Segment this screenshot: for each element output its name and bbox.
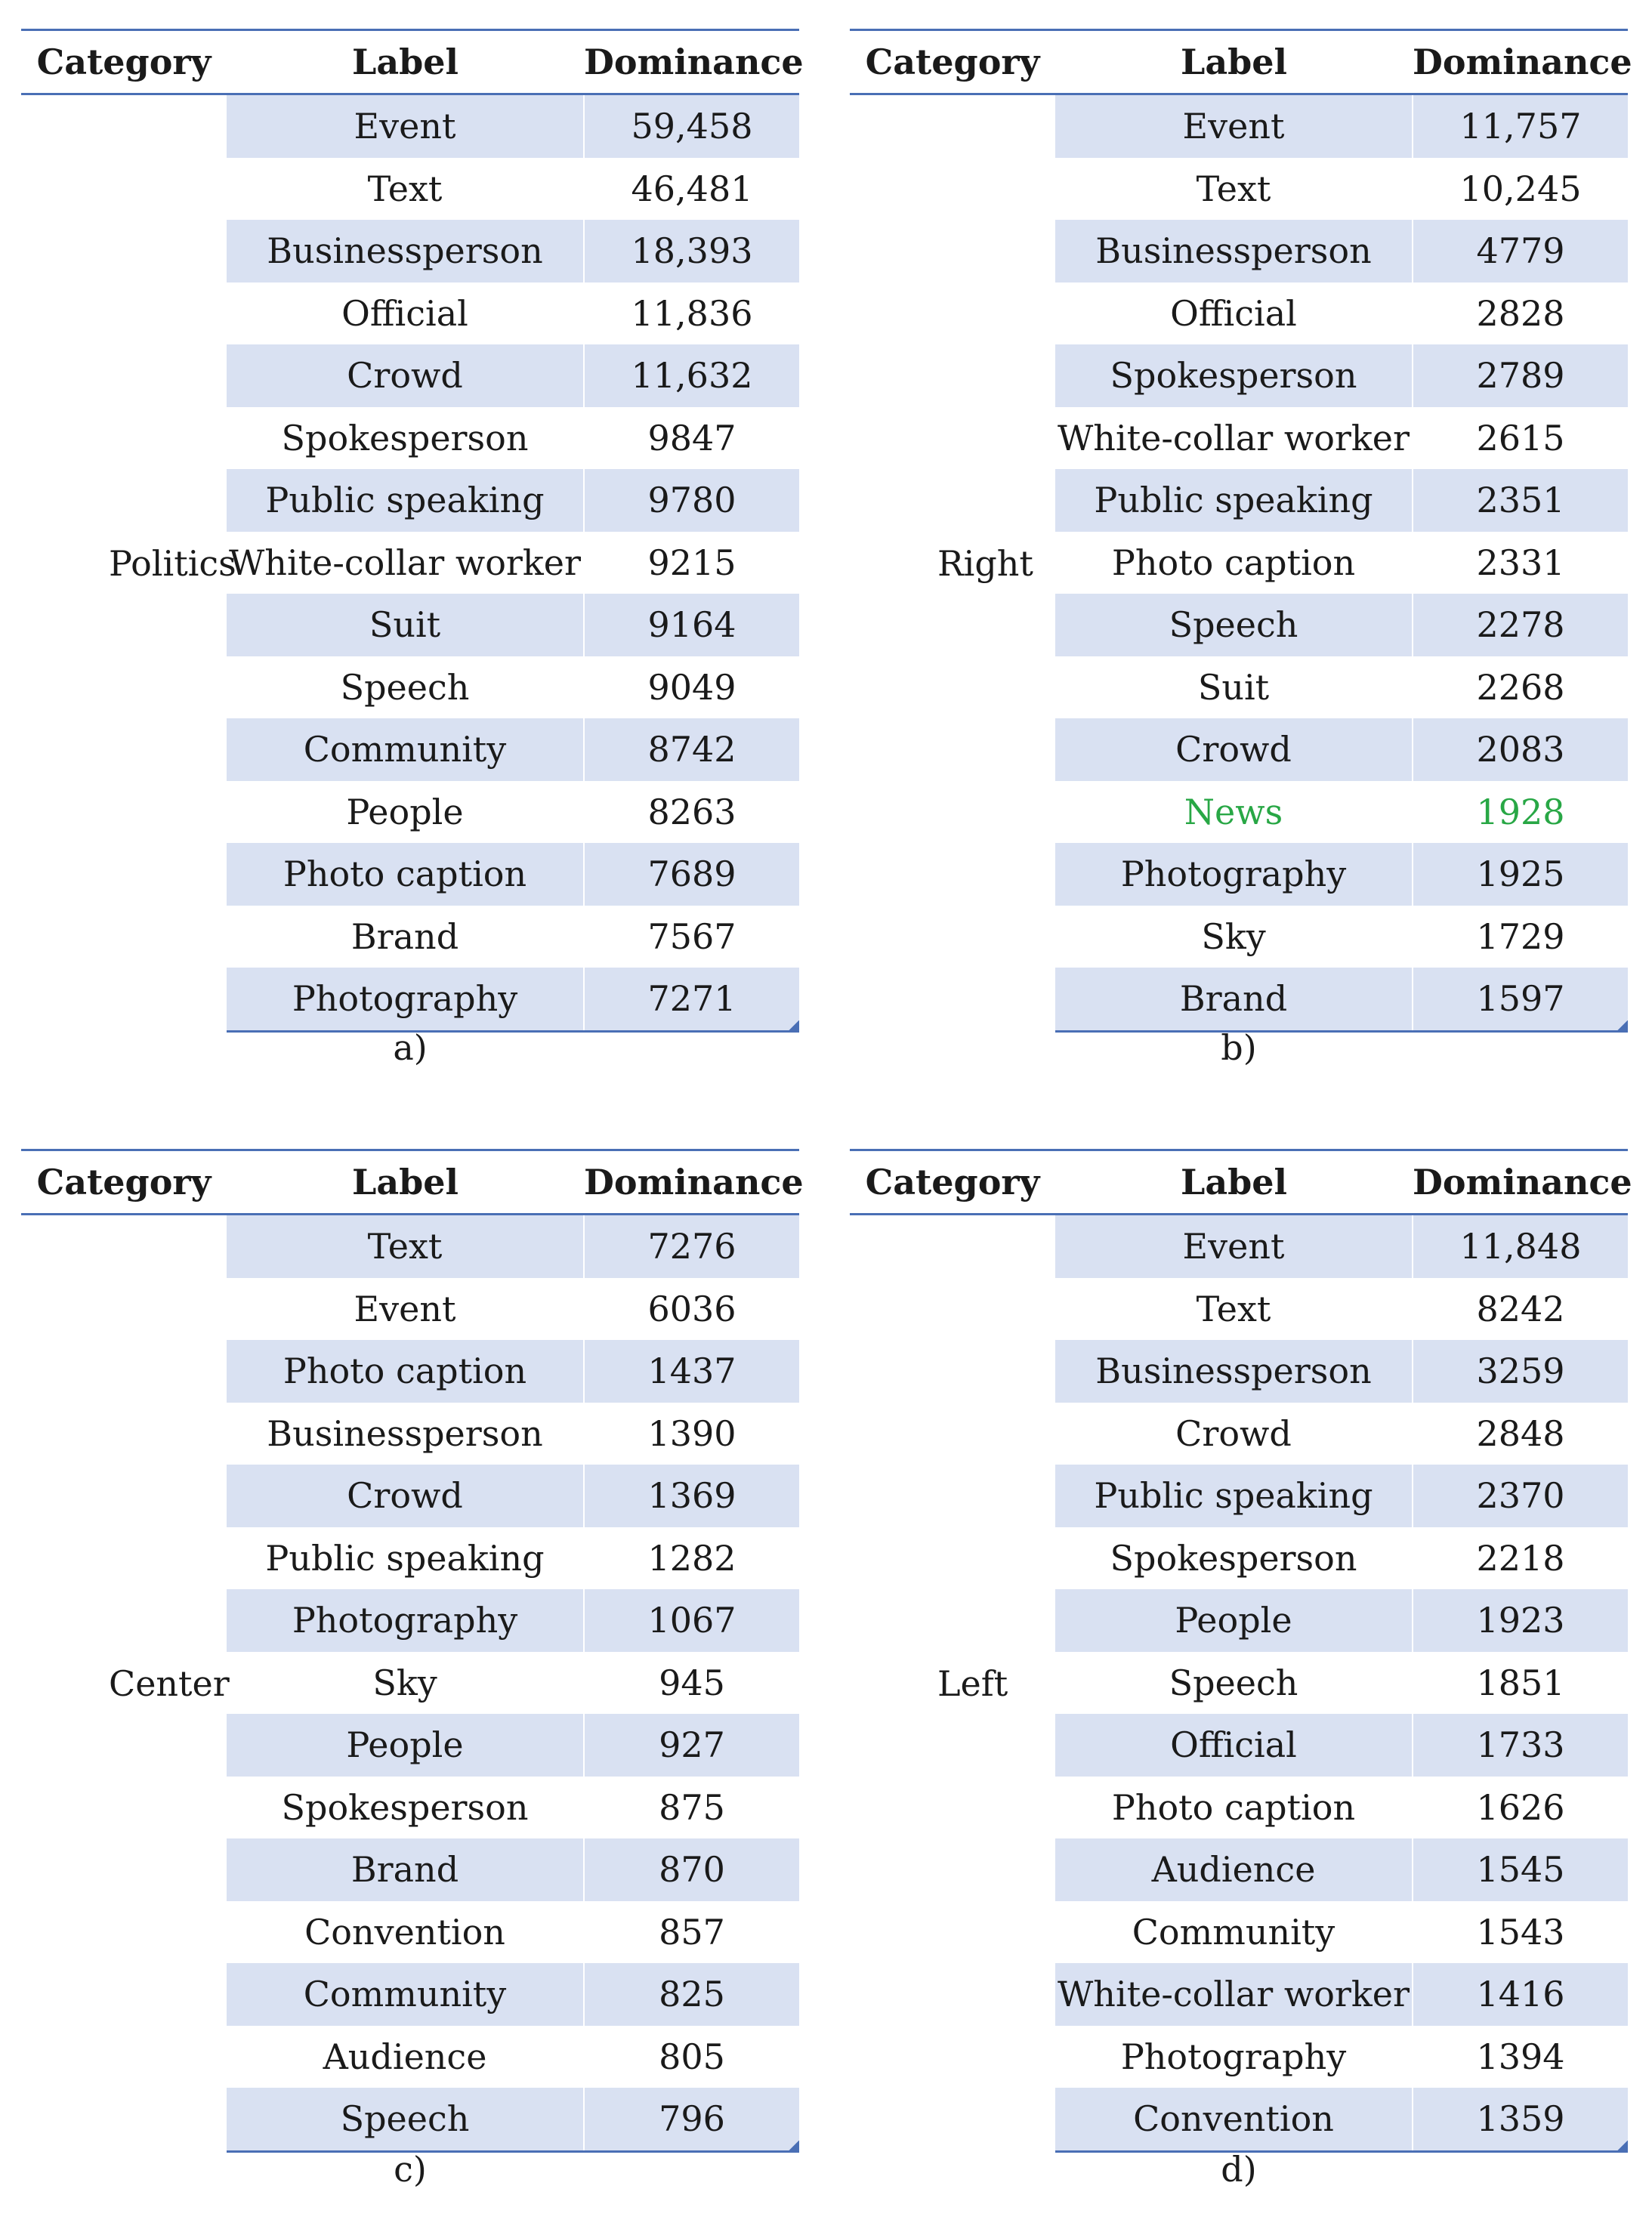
label-cell: Brand	[227, 1838, 584, 1901]
category-cell	[21, 1215, 230, 2152]
header-category: Category	[850, 1150, 1055, 1215]
label-cell: Event	[227, 1278, 584, 1341]
label-cell: Audience	[227, 2026, 584, 2088]
label-cell: Suit	[1055, 656, 1413, 719]
label-cell: Photography	[1055, 843, 1413, 906]
category-cell	[850, 1215, 1055, 2152]
label-cell: Brand	[227, 906, 584, 968]
panel-caption-b: b)	[1221, 1027, 1257, 1068]
dominance-cell: 1282	[647, 1537, 736, 1579]
label-cell: Speech	[227, 656, 584, 719]
dominance-cell: 8242	[1476, 1288, 1565, 1329]
dominance-cell: 9049	[647, 666, 736, 708]
label-cell: Event	[227, 94, 584, 158]
dominance-cell: 927	[584, 1714, 799, 1777]
header-dominance: Dominance	[1413, 1150, 1628, 1215]
label-cell: Businessperson	[1055, 1340, 1413, 1403]
dominance-cell: 11,848	[1413, 1215, 1628, 1278]
dominance-cell: 825	[584, 1963, 799, 2026]
label-cell: Text	[227, 158, 584, 221]
label-cell: Photography	[227, 968, 584, 1031]
table-row	[850, 94, 1628, 158]
label-cell: Crowd	[227, 344, 584, 407]
dominance-cell: 7271	[584, 968, 799, 1031]
label-cell: Event	[1055, 1215, 1413, 1278]
table-row	[21, 1215, 799, 1278]
table-header-row	[850, 30, 1628, 94]
header-category: Category	[21, 1150, 227, 1215]
category-label: Politics	[109, 542, 236, 584]
label-cell: Text	[1055, 1278, 1413, 1341]
dominance-cell: 857	[659, 1911, 725, 1953]
label-cell: Suit	[227, 594, 584, 656]
dominance-cell: 11,836	[631, 292, 753, 334]
label-cell: Photo caption	[227, 843, 584, 906]
dominance-cell: 1729	[1476, 915, 1565, 957]
label-cell: Crowd	[227, 1465, 584, 1527]
label-cell: Businessperson	[227, 220, 584, 282]
label-cell: White-collar worker	[227, 532, 584, 594]
category-label: Center	[109, 1662, 230, 1704]
header-label: Label	[1055, 1150, 1413, 1215]
dominance-cell: 7567	[647, 915, 736, 957]
dominance-cell: 8742	[584, 718, 799, 781]
dominance-cell: 1437	[584, 1340, 799, 1403]
label-cell: Public speaking	[227, 469, 584, 532]
category-label: Right	[937, 542, 1033, 584]
dominance-cell: 875	[659, 1786, 725, 1828]
header-category: Category	[850, 30, 1055, 94]
dominance-cell: 2370	[1413, 1465, 1628, 1527]
dominance-cell: 1928	[1476, 791, 1565, 832]
dominance-cell: 9847	[647, 417, 736, 458]
table-header-row	[21, 1150, 799, 1215]
header-label: Label	[227, 30, 584, 94]
label-cell: White-collar worker	[1055, 407, 1413, 470]
label-cell: People	[227, 781, 584, 844]
table-header-row	[21, 30, 799, 94]
header-dominance: Dominance	[584, 1150, 799, 1215]
dominance-cell: 1369	[584, 1465, 799, 1527]
dominance-cell: 11,757	[1413, 94, 1628, 158]
header-category: Category	[21, 30, 227, 94]
dominance-cell: 1359	[1413, 2088, 1628, 2151]
dominance-cell: 4779	[1413, 220, 1628, 282]
dominance-cell: 870	[584, 1838, 799, 1901]
dominance-cell: 1923	[1413, 1589, 1628, 1652]
label-cell: Text	[227, 1215, 584, 1278]
panel-center	[21, 1149, 804, 2153]
label-cell: Audience	[1055, 1838, 1413, 1901]
header-dominance: Dominance	[1413, 30, 1628, 94]
label-cell: Spokesperson	[227, 407, 584, 470]
dominance-table	[21, 1149, 804, 2153]
label-cell: Public speaking	[227, 1527, 584, 1590]
dominance-table	[850, 29, 1632, 1033]
dominance-cell: 1733	[1413, 1714, 1628, 1777]
label-cell: Speech	[1055, 1652, 1413, 1715]
label-cell: Community	[227, 718, 584, 781]
table-row	[850, 1215, 1628, 1278]
dominance-cell: 10,245	[1459, 168, 1582, 209]
dominance-cell: 2828	[1476, 292, 1565, 334]
label-cell: Crowd	[1055, 1403, 1413, 1465]
label-cell: Official	[1055, 282, 1413, 345]
dominance-cell: 945	[659, 1662, 725, 1703]
panel-caption-c: c)	[394, 2149, 427, 2190]
label-cell: Businessperson	[227, 1403, 584, 1465]
label-cell: Official	[227, 282, 584, 345]
label-cell: Event	[1055, 94, 1413, 158]
dominance-cell: 6036	[647, 1288, 736, 1329]
panel-left	[850, 1149, 1632, 2153]
dominance-cell: 1543	[1476, 1911, 1565, 1953]
label-cell: Convention	[1055, 2088, 1413, 2151]
dominance-cell: 8263	[647, 791, 736, 832]
panel-right	[850, 29, 1632, 1033]
dominance-cell: 1067	[584, 1589, 799, 1652]
label-cell: Speech	[1055, 594, 1413, 656]
label-cell: Community	[227, 1963, 584, 2026]
category-label: Left	[937, 1662, 1008, 1704]
dominance-cell: 1545	[1413, 1838, 1628, 1901]
label-cell: Photography	[227, 1589, 584, 1652]
label-cell: Public speaking	[1055, 469, 1413, 532]
dominance-cell: 9215	[647, 542, 736, 583]
header-dominance: Dominance	[584, 30, 799, 94]
table-row	[21, 94, 799, 158]
header-label: Label	[227, 1150, 584, 1215]
dominance-cell: 2218	[1476, 1537, 1565, 1579]
dominance-cell: 1416	[1413, 1963, 1628, 2026]
panel-caption-a: a)	[393, 1027, 428, 1068]
dominance-cell: 2848	[1476, 1412, 1565, 1454]
label-cell: Community	[1055, 1901, 1413, 1964]
label-cell: Text	[1055, 158, 1413, 221]
panel-caption-d: d)	[1221, 2149, 1257, 2190]
dominance-cell: 46,481	[631, 168, 753, 209]
label-cell: Official	[1055, 1714, 1413, 1777]
dominance-cell: 2278	[1413, 594, 1628, 656]
dominance-cell: 1390	[647, 1412, 736, 1454]
dominance-cell: 2615	[1476, 417, 1565, 458]
label-cell: Photography	[1055, 2026, 1413, 2088]
label-cell: Public speaking	[1055, 1465, 1413, 1527]
label-cell: Sky	[227, 1652, 584, 1715]
label-cell: Spokesperson	[1055, 344, 1413, 407]
category-cell	[21, 94, 236, 1032]
dominance-cell: 11,632	[584, 344, 799, 407]
label-cell: People	[227, 1714, 584, 1777]
dominance-cell: 7689	[584, 843, 799, 906]
dominance-cell: 2268	[1476, 666, 1565, 708]
dominance-cell: 1925	[1413, 843, 1628, 906]
dominance-cell: 2083	[1413, 718, 1628, 781]
dominance-cell: 2351	[1413, 469, 1628, 532]
dominance-cell: 59,458	[584, 94, 799, 158]
label-cell: News	[1055, 781, 1413, 844]
dominance-cell: 7276	[584, 1215, 799, 1278]
label-cell: Spokesperson	[1055, 1527, 1413, 1590]
label-cell: Convention	[227, 1901, 584, 1964]
dominance-table	[21, 29, 804, 1033]
label-cell: Crowd	[1055, 718, 1413, 781]
dominance-cell: 9164	[584, 594, 799, 656]
dominance-cell: 1394	[1476, 2036, 1565, 2077]
dominance-cell: 796	[584, 2088, 799, 2151]
label-cell: Sky	[1055, 906, 1413, 968]
label-cell: Businessperson	[1055, 220, 1413, 282]
label-cell: Photo caption	[227, 1340, 584, 1403]
panel-politics	[21, 29, 804, 1033]
dominance-cell: 18,393	[584, 220, 799, 282]
dominance-cell: 1597	[1413, 968, 1628, 1031]
label-cell: Photo caption	[1055, 532, 1413, 594]
label-cell: People	[1055, 1589, 1413, 1652]
dominance-cell: 805	[659, 2036, 725, 2077]
label-cell: Speech	[227, 2088, 584, 2151]
label-cell: Spokesperson	[227, 1777, 584, 1839]
dominance-cell: 3259	[1413, 1340, 1628, 1403]
header-label: Label	[1055, 30, 1413, 94]
dominance-cell: 1626	[1476, 1786, 1565, 1828]
dominance-cell: 2331	[1476, 542, 1565, 583]
dominance-table	[850, 1149, 1632, 2153]
dominance-cell: 2789	[1413, 344, 1628, 407]
table-header-row	[850, 1150, 1628, 1215]
dominance-cell: 1851	[1476, 1662, 1565, 1703]
dominance-cell: 9780	[584, 469, 799, 532]
label-cell: Brand	[1055, 968, 1413, 1031]
label-cell: White-collar worker	[1055, 1963, 1413, 2026]
category-cell	[850, 94, 1055, 1032]
label-cell: Photo caption	[1055, 1777, 1413, 1839]
